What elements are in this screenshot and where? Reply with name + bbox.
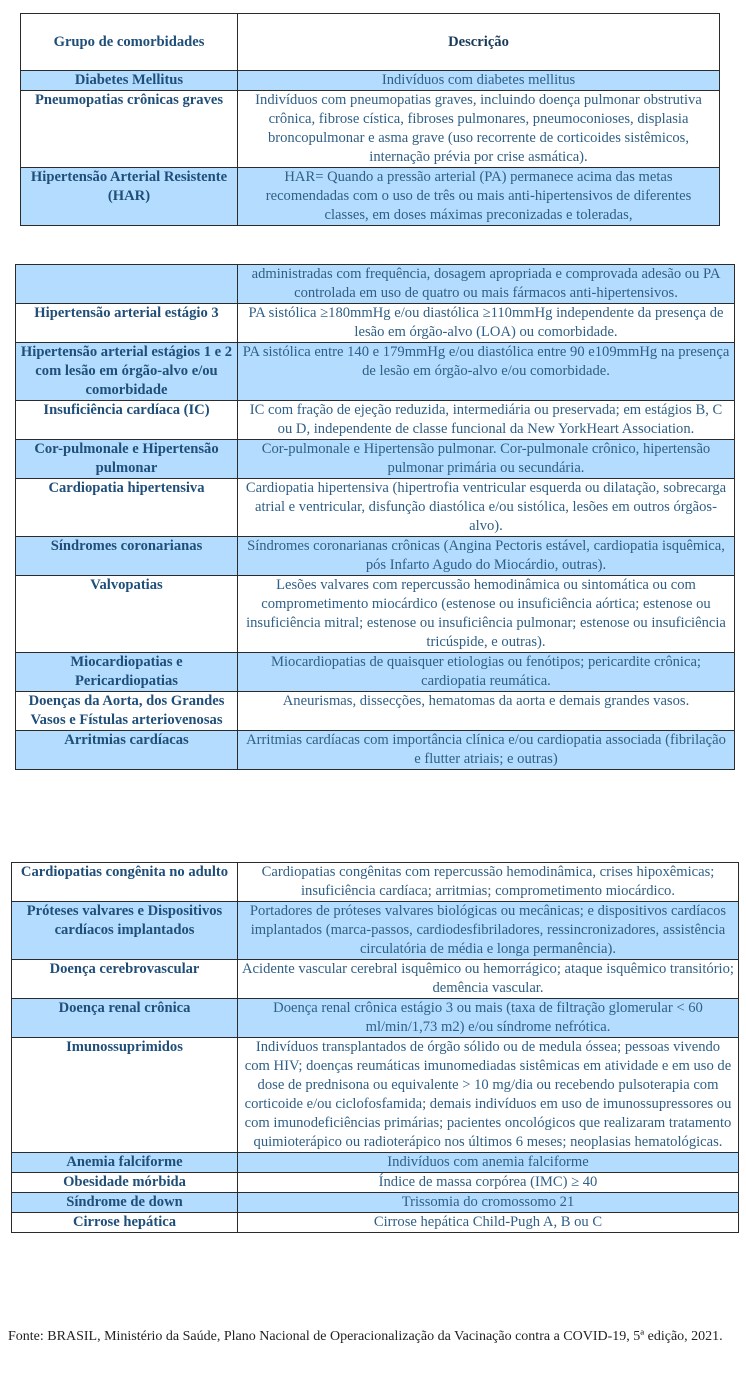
table-row [12,1153,739,1173]
table-row [21,91,720,168]
table-row [16,401,735,440]
table-row [12,1213,739,1233]
comorbidity-group: Síndrome de down [12,1193,238,1213]
comorbidity-group: Valvopatias [16,576,238,653]
comorbidity-description: Lesões valvares com repercussão hemodinâmica ou sintomática ou com comprometimento miocárdico (estenose ou insuficiência aórtica; estenose ou insuficiência mitral; estenose ou insuficiência pulmonar; estenose ou insuficiência tricúspide, e outras). [238,576,735,653]
table-row [16,576,735,653]
comorbidity-group: Hipertensão arterial estágios 1 e 2 com lesão em órgão-alvo e/ou comorbidade [16,343,238,401]
comorbidity-description: PA sistólica entre 140 e 179mmHg e/ou diastólica entre 90 e109mmHg na presença de lesão em órgão-alvo e/ou comorbidade. [238,343,735,401]
header-group: Grupo de comorbidades [21,14,238,71]
comorbidity-group: Próteses valvares e Dispositivos cardíacos implantados [12,902,238,960]
table-row [12,902,739,960]
table-row [16,731,735,770]
table-row [16,343,735,401]
comorbidity-description: IC com fração de ejeção reduzida, intermediária ou preservada; em estágios B, C ou D, independente de classe funcional da New YorkHeart Association. [238,401,735,440]
table-row [12,1193,739,1213]
comorbidity-description: Cor-pulmonale e Hipertensão pulmonar. Cor-pulmonale crônico, hipertensão pulmonar primária ou secundária. [238,440,735,479]
comorbidity-group: Arritmias cardíacas [16,731,238,770]
comorbidity-description: Índice de massa corpórea (IMC) ≥ 40 [238,1173,739,1193]
comorbidity-group: Doença cerebrovascular [12,960,238,999]
comorbidity-group: Síndromes coronarianas [16,537,238,576]
comorbidities-table-part-3 [11,862,739,1233]
table-row [16,479,735,537]
comorbidity-description: PA sistólica ≥180mmHg e/ou diastólica ≥110mmHg independente da presença de lesão em órgão-alvo (LOA) ou comorbidade. [238,304,735,343]
table-row [12,960,739,999]
comorbidity-group: Imunossuprimidos [12,1038,238,1153]
comorbidity-group [16,265,238,304]
comorbidity-description: Cardiopatias congênitas com repercussão hemodinâmica, crises hipoxêmicas; insuficiência cardíaca; arritmias; comprometimento miocárdico. [238,863,739,902]
comorbidities-table-part-1 [20,13,720,226]
comorbidity-group: Insuficiência cardíaca (IC) [16,401,238,440]
comorbidity-group: Cardiopatia hipertensiva [16,479,238,537]
comorbidity-description: Arritmias cardíacas com importância clínica e/ou cardiopatia associada (fibrilação e flutter atriais; e outras) [238,731,735,770]
table-row [12,863,739,902]
table-row [16,692,735,731]
comorbidity-description: Indivíduos com diabetes mellitus [238,71,720,91]
comorbidity-group: Miocardiopatias e Pericardiopatias [16,653,238,692]
comorbidity-group: Doença renal crônica [12,999,238,1038]
table-row [16,265,735,304]
comorbidity-description: Acidente vascular cerebral isquêmico ou hemorrágico; ataque isquêmico transitório; demência vascular. [238,960,739,999]
comorbidity-description: Portadores de próteses valvares biológicas ou mecânicas; e dispositivos cardíacos implantados (marca-passos, cardiodesfibriladores, ressincronizadores, assistência circulatória de média e longa permanência). [238,902,739,960]
comorbidity-group: Cirrose hepática [12,1213,238,1233]
comorbidity-description: administradas com frequência, dosagem apropriada e comprovada adesão ou PA controlada em uso de quatro ou mais fármacos anti-hipertensivos. [238,265,735,304]
comorbidity-group: Cor-pulmonale e Hipertensão pulmonar [16,440,238,479]
table-row [21,71,720,91]
comorbidity-description: Aneurismas, dissecções, hematomas da aorta e demais grandes vasos. [238,692,735,731]
table-header-row [21,14,720,71]
comorbidity-description: Síndromes coronarianas crônicas (Angina Pectoris estável, cardiopatia isquêmica, pós Infarto Agudo do Miocárdio, outras). [238,537,735,576]
comorbidity-description: Indivíduos com pneumopatias graves, incluindo doença pulmonar obstrutiva crônica, fibrose cística, fibroses pulmonares, pneumoconioses, displasia broncopulmonar e asma grave (uso recorrente de corticoides sistêmicos, internação prévia por crise asmática). [238,91,720,168]
table-row [16,653,735,692]
comorbidity-group: Anemia falciforme [12,1153,238,1173]
source-footnote: Fonte: BRASIL, Ministério da Saúde, Plano Nacional de Operacionalização da Vacinação contra a COVID-19, 5ª edição, 2021. [8,1329,723,1344]
comorbidity-group: Pneumopatias crônicas graves [21,91,238,168]
header-description: Descrição [238,14,720,71]
table-row [12,999,739,1038]
table-row [12,1173,739,1193]
comorbidity-group: Hipertensão arterial estágio 3 [16,304,238,343]
table-row [12,1038,739,1153]
comorbidity-description: Cardiopatia hipertensiva (hipertrofia ventricular esquerda ou dilatação, sobrecarga atrial e ventricular, disfunção diastólica e/ou sistólica, lesões em outros órgãos-alvo). [238,479,735,537]
comorbidity-group: Obesidade mórbida [12,1173,238,1193]
comorbidity-group: Cardiopatias congênita no adulto [12,863,238,902]
comorbidity-description: Indivíduos com anemia falciforme [238,1153,739,1173]
table-row [16,304,735,343]
table-row [16,537,735,576]
comorbidities-table-part-2 [15,264,735,770]
table-row [21,168,720,226]
table-row [16,440,735,479]
comorbidity-group: Hipertensão Arterial Resistente (HAR) [21,168,238,226]
comorbidity-description: Trissomia do cromossomo 21 [238,1193,739,1213]
comorbidity-description: Miocardiopatias de quaisquer etiologias ou fenótipos; pericardite crônica; cardiopatia reumática. [238,653,735,692]
comorbidity-description: HAR= Quando a pressão arterial (PA) permanece acima das metas recomendadas com o uso de três ou mais anti-hipertensivos de diferentes classes, em doses máximas preconizadas e toleradas, [238,168,720,226]
comorbidity-description: Indivíduos transplantados de órgão sólido ou de medula óssea; pessoas vivendo com HIV; doenças reumáticas imunomediadas sistêmicas em atividade e em uso de dose de prednisona ou equivalente > 10 mg/dia ou recebendo pulsoterapia com corticoide e/ou ciclofosfamida; demais indivíduos em uso de imunossupressores ou com imunodeficiências primárias; pacientes oncológicos que realizaram tratamento quimioterápico ou radioterápico nos últimos 6 meses; neoplasias hematológicas. [238,1038,739,1153]
comorbidity-group: Doenças da Aorta, dos Grandes Vasos e Fístulas arteriovenosas [16,692,238,731]
comorbidity-description: Cirrose hepática Child-Pugh A, B ou C [238,1213,739,1233]
comorbidity-description: Doença renal crônica estágio 3 ou mais (taxa de filtração glomerular < 60 ml/min/1,73 m2) e/ou síndrome nefrótica. [238,999,739,1038]
comorbidity-group: Diabetes Mellitus [21,71,238,91]
